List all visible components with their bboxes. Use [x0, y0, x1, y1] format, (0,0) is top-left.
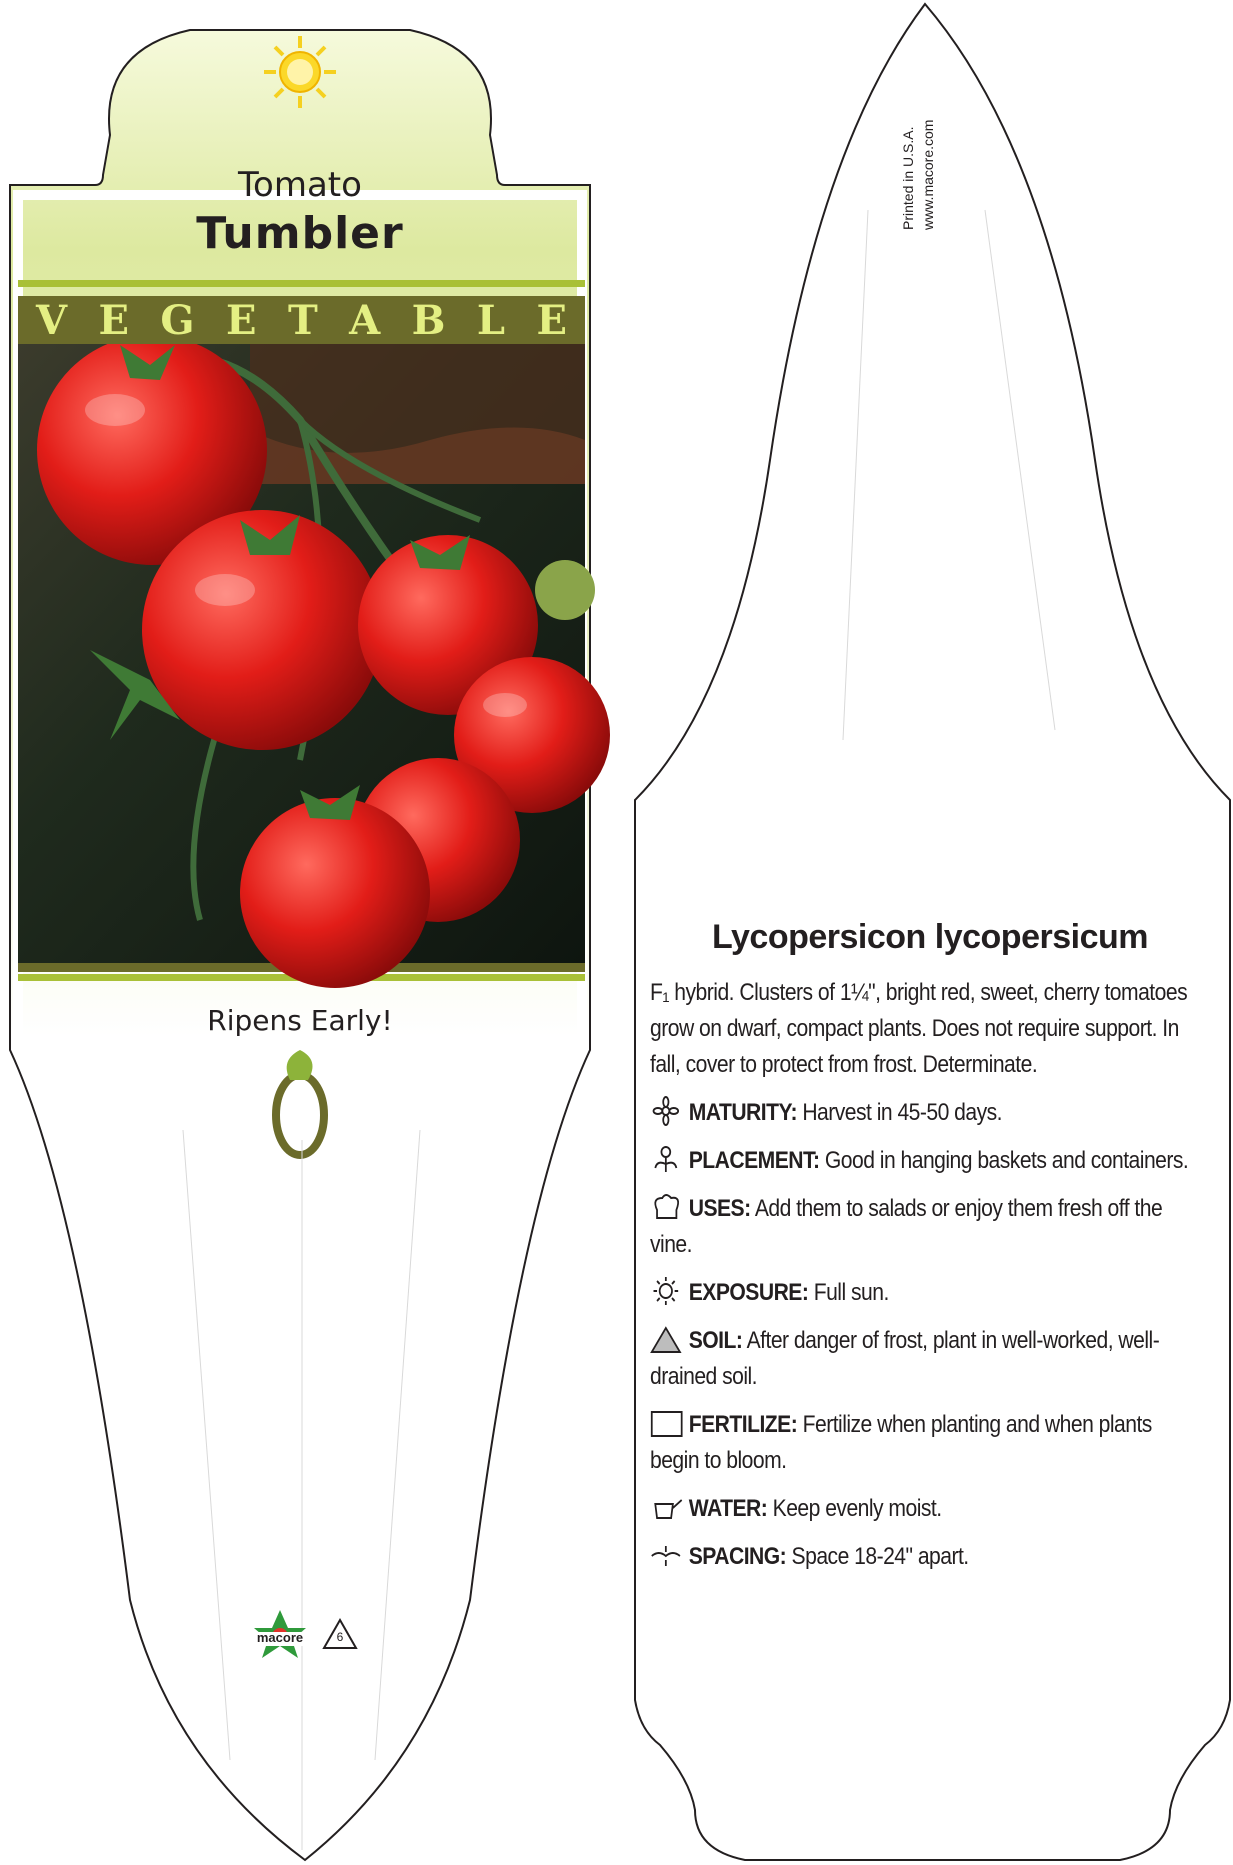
- category-letter: E: [98, 296, 129, 344]
- care-label: MATURITY:: [688, 1099, 797, 1126]
- category-letter: B: [411, 296, 446, 344]
- category-letter: E: [536, 296, 567, 344]
- plant-icon: [650, 1144, 685, 1174]
- care-label: SPACING:: [688, 1543, 787, 1570]
- care-text: Fertilize when planting and when plants begin to bloom.: [650, 1411, 1152, 1474]
- category-letter: A: [349, 296, 381, 344]
- care-text: Add them to salads or enjoy them fresh off the vine.: [650, 1195, 1163, 1258]
- care-row-uses: [650, 1191, 1204, 1263]
- care-row-water: [650, 1491, 1204, 1527]
- care-label: FERTILIZE:: [688, 1411, 798, 1438]
- flower-icon: [650, 1096, 685, 1126]
- website: www.macore.com: [920, 119, 936, 230]
- care-row-placement: [650, 1143, 1204, 1179]
- care-label: USES:: [688, 1195, 751, 1222]
- care-row-spacing: [650, 1539, 1204, 1575]
- category-letter: L: [476, 296, 506, 344]
- variety-name: Tumbler: [196, 208, 404, 259]
- category-letter: G: [160, 296, 195, 344]
- print-credit: [900, 100, 960, 240]
- care-row-soil: [650, 1323, 1204, 1395]
- care-label: WATER:: [688, 1495, 768, 1522]
- care-label: PLACEMENT:: [688, 1147, 820, 1174]
- watering-can-icon: [650, 1492, 685, 1522]
- npk-icon: [650, 1408, 685, 1438]
- category-letter: E: [226, 296, 257, 344]
- brand-label: macore: [256, 1630, 304, 1645]
- care-text: After danger of frost, plant in well-worked, well-drained soil.: [650, 1327, 1160, 1390]
- latin-name: Lycopersicon lycopersicum: [712, 918, 1148, 956]
- care-row-fertilize: [650, 1407, 1204, 1479]
- care-label: SOIL:: [688, 1327, 743, 1354]
- printed-in: Printed in U.S.A.: [900, 126, 916, 230]
- recycle-code: 6: [336, 1630, 344, 1644]
- care-text: Harvest in 45-50 days.: [802, 1099, 1003, 1126]
- category-band: [18, 296, 585, 344]
- care-text: Good in hanging baskets and containers.: [824, 1147, 1189, 1174]
- description: F₁ hybrid. Clusters of 1¼", bright red, sweet, cherry tomatoes grow on dwarf, compact plants. Does not require support. In fall, cover to protect from frost. Determinate.: [650, 979, 1188, 1078]
- care-text: Space 18-24" apart.: [791, 1543, 969, 1570]
- care-label: EXPOSURE:: [688, 1279, 809, 1306]
- care-row-maturity: [650, 1095, 1204, 1131]
- chef-hat-icon: [650, 1192, 685, 1222]
- back-content: [650, 918, 1210, 1575]
- tagline: Ripens Early!: [207, 1004, 393, 1037]
- tomato-photo: [18, 335, 610, 988]
- category-letter: V: [36, 296, 68, 344]
- care-text: Keep evenly moist.: [772, 1495, 942, 1522]
- care-text: Full sun.: [813, 1279, 889, 1306]
- care-row-exposure: [650, 1275, 1204, 1311]
- sun-icon: [650, 1276, 685, 1306]
- category-letter: T: [287, 296, 318, 344]
- spacing-icon: [650, 1540, 685, 1570]
- soil-icon: [650, 1324, 685, 1354]
- common-name: Tomato: [238, 165, 362, 205]
